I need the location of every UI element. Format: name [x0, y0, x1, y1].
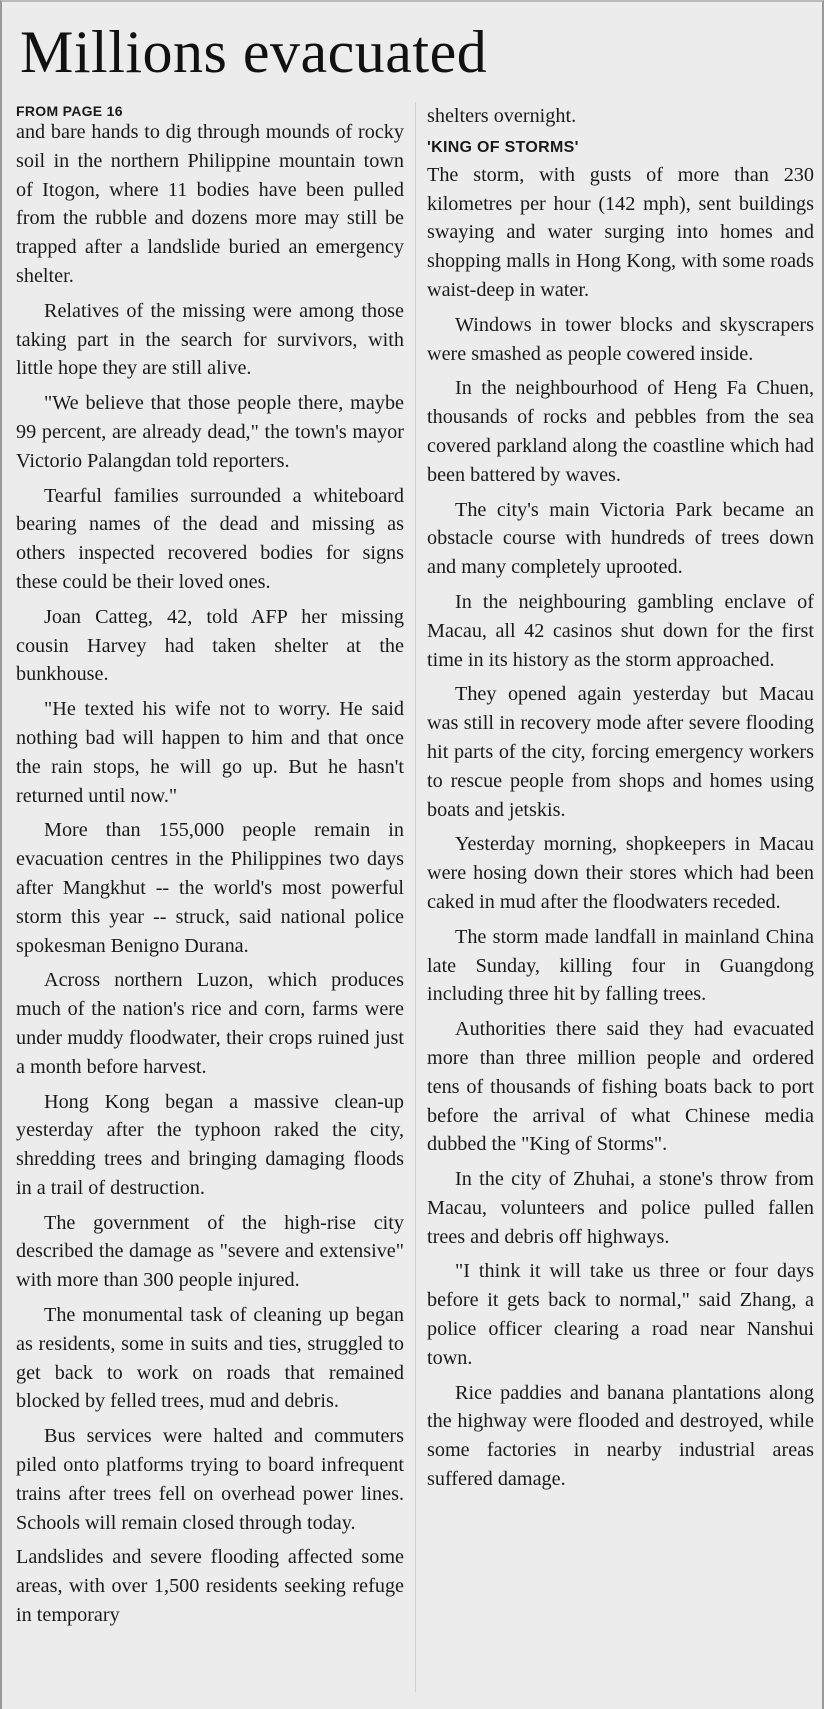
paragraph: The city's main Victoria Park became an obstacle course with hundreds of trees down and many completely uprooted.: [427, 498, 814, 579]
paragraph: "I think it will take us three or four days before it gets back to normal," said Zhang, a police officer clearing a road near Nanshui town.: [427, 1260, 814, 1369]
paragraph: "He texted his wife not to worry. He said nothing bad will happen to him and that once the rain stops, he will go up. But he hasn't returned until now.": [16, 698, 404, 807]
paragraph: Rice paddies and banana plantations along the highway were flooded and destroyed, while some factories in nearby industrial areas suffered damage.: [427, 1381, 814, 1491]
subhead: 'KING OF STORMS': [427, 138, 579, 156]
paragraph: and bare hands to dig through mounds of rocky soil in the northern Philippine mountain town of Itogon, where 11 bodies have been pulled from the rubble and dozens more may still be trapped after a landslide buried an emergency shelter.: [16, 121, 404, 287]
paragraph: The government of the high-rise city described the damage as "severe and extensive" with more than 300 people injured.: [16, 1211, 404, 1292]
left-column: [16, 102, 404, 1636]
paragraph: Bus services were halted and commuters piled onto platforms trying to board infrequent trains after trees fell on overhead power lines. Schools will remain closed through today.: [16, 1425, 404, 1534]
paragraph: In the neighbourhood of Heng Fa Chuen, thousands of rocks and pebbles from the sea covered parkland along the coastline which had been battered by waves.: [427, 377, 814, 486]
paragraph: More than 155,000 people remain in evacuation centres in the Philippines two days after Mangkhut -- the world's most powerful storm this year -- struck, said national police spokesman Benigno Durana.: [16, 819, 404, 957]
paragraph: Authorities there said they had evacuated more than three million people and ordered tens of thousands of fishing boats back to port before the arrival of what Chinese media dubbed the "King of Storms".: [427, 1018, 814, 1156]
paragraph: Relatives of the missing were among those taking part in the search for survivors, with little hope they are still alive.: [16, 299, 404, 380]
paragraph: Across northern Luzon, which produces much of the nation's rice and corn, farms were under muddy floodwater, their crops ruined just a month before harvest.: [16, 969, 404, 1078]
paragraph: In the neighbouring gambling enclave of Macau, all 42 casinos shut down for the first time in its history as the storm approached.: [427, 590, 814, 671]
paragraph: Landslides and severe flooding affected some areas, with over 1,500 residents seeking refuge in temporary: [16, 1546, 404, 1627]
paragraph: "We believe that those people there, maybe 99 percent, are already dead," the town's mayor Victorio Palangdan told reporters.: [16, 392, 404, 472]
paragraph: Yesterday morning, shopkeepers in Macau were hosing down their stores which had been caked in mud after the floodwaters receded.: [427, 833, 814, 913]
paragraph: Windows in tower blocks and skyscrapers were smashed as people cowered inside.: [427, 313, 814, 365]
paragraph: The monumental task of cleaning up began as residents, some in suits and ties, struggled to get back to work on roads that remained blocked by felled trees, mud and debris.: [16, 1304, 404, 1413]
paragraph: Joan Catteg, 42, told AFP her missing cousin Harvey had taken shelter at the bunkhouse.: [16, 605, 404, 686]
jump-line: FROM PAGE 16: [16, 103, 123, 119]
right-column: [427, 102, 814, 1500]
column-divider: [415, 102, 416, 1692]
paragraph: The storm, with gusts of more than 230 kilometres per hour (142 mph), sent buildings swaying and water surging into homes and shopping malls in Hong Kong, with some roads waist-deep in water.: [427, 163, 814, 301]
paragraph: Tearful families surrounded a whiteboard bearing names of the dead and missing as others inspected recovered bodies for signs these could be their loved ones.: [16, 484, 404, 593]
paragraph: Hong Kong began a massive clean-up yesterday after the typhoon raked the city, shredding trees and bringing damaging floods in a trail of destruction.: [16, 1090, 404, 1199]
paragraph: The storm made landfall in mainland China late Sunday, killing four in Guangdong including three hit by falling trees.: [427, 925, 814, 1006]
continued-paragraph: shelters overnight.: [427, 105, 577, 127]
paragraph: In the city of Zhuhai, a stone's throw from Macau, volunteers and police pulled fallen trees and debris off highways.: [427, 1168, 814, 1248]
paragraph: They opened again yesterday but Macau was still in recovery mode after severe flooding hit parts of the city, forcing emergency workers to rescue people from shops and homes using boats and jetskis.: [427, 683, 814, 821]
headline: Millions evacuated: [20, 19, 488, 85]
